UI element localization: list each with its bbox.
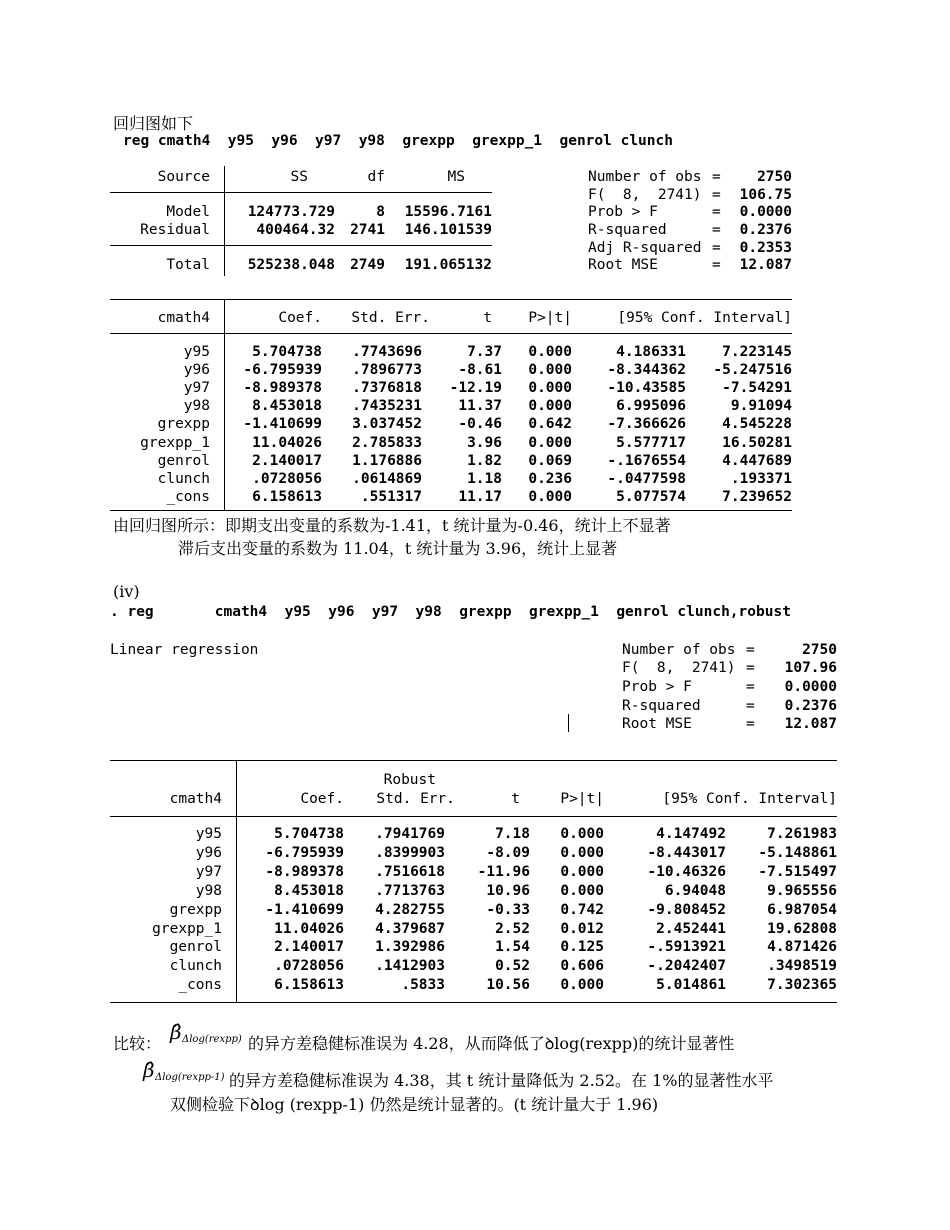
coef1-bottom-rule	[110, 510, 792, 511]
anova-cell: 146.101539	[404, 222, 492, 238]
coef-cell: 0.000	[560, 826, 604, 842]
stat-eq: =	[712, 169, 721, 185]
coef-cell: -.2042407	[647, 958, 726, 975]
coef-cell: 4.282755	[375, 901, 445, 918]
coef-cell: 0.000	[528, 398, 572, 415]
coef-cell: -7.54291	[722, 380, 792, 397]
coef-cell: 4.379687	[375, 920, 445, 937]
coef-cell: .0728056	[252, 470, 322, 487]
coef-cell: 11.04026	[252, 434, 322, 451]
coef-cell: 1.54	[495, 939, 530, 956]
coef-row-label: clunch	[157, 470, 210, 487]
linear-regression-title: Linear regression	[110, 642, 259, 658]
anova-row-label: Total	[166, 257, 210, 273]
coef-cell: -9.808452	[647, 901, 726, 918]
coef-cell: 6.987054	[767, 901, 837, 918]
coef-cell: .7713763	[375, 882, 445, 899]
coef-cell: 5.704738	[274, 826, 344, 842]
stat-label: R-squared	[622, 698, 701, 714]
anova-cell: 191.065132	[404, 257, 492, 273]
compare-text-1: 的异方差稳健标准误为 4.28，从而降低了ꝺlog(rexpp)的统计显著性	[248, 1034, 735, 1053]
coef-cell: 4.186331	[616, 344, 686, 360]
coef-cell: 0.000	[560, 882, 604, 899]
coef-row-label: genrol	[169, 939, 222, 956]
anova-header-ms: MS	[447, 169, 465, 185]
coef-cell: 2.785833	[352, 434, 422, 451]
stat-eq: =	[746, 679, 755, 695]
coef-cell: -10.43585	[607, 380, 686, 397]
coef-row-label: grexpp	[169, 901, 222, 918]
coef-cell: 5.077574	[616, 488, 686, 505]
stat-eq: =	[712, 240, 721, 256]
coef-cell: -12.19	[449, 380, 502, 397]
stat-label: Root MSE	[622, 716, 692, 732]
coef-row-label: y95	[195, 826, 222, 842]
coef-row-label: y96	[195, 844, 222, 861]
coef-cell: .7743696	[352, 344, 422, 360]
stat-label: F( 8, 2741)	[622, 660, 736, 676]
note1-line1: 由回归图所示：即期支出变量的系数为-1.41，t 统计量为-0.46，统计上不显著	[113, 516, 671, 535]
anova-vertical-rule	[224, 166, 225, 276]
coef-cell: 7.223145	[722, 344, 792, 360]
anova-cell: 8	[376, 204, 385, 220]
anova-cell: 124773.729	[247, 204, 335, 220]
stat-value: 0.2376	[739, 222, 792, 238]
coef-row-label: clunch	[169, 958, 222, 975]
coef-cell: 0.000	[528, 434, 572, 451]
coef-row-label: _cons	[166, 488, 210, 505]
coef-cell: 4.447689	[722, 452, 792, 469]
part-label: (iv)	[113, 582, 140, 601]
coef-row-label: y98	[183, 398, 210, 415]
coef1-vertical-rule	[224, 299, 225, 511]
coef-cell: -6.795939	[243, 362, 322, 379]
coef-cell: 16.50281	[722, 434, 792, 451]
anova-row-label: Residual	[140, 222, 210, 238]
stat-value: 0.2353	[739, 240, 792, 256]
stat-value: 2750	[757, 169, 792, 185]
coef-cell: 4.545228	[722, 416, 792, 433]
coef1-header-se: Std. Err.	[351, 310, 430, 326]
coef-cell: -8.989378	[243, 380, 322, 397]
coef-cell: 0.642	[528, 416, 572, 433]
coef-cell: 7.18	[495, 826, 530, 842]
command-line-2: . reg cmath4 y95 y96 y97 y98 grexpp grexpp_1 genrol clunch,robust	[110, 604, 791, 620]
stat-label: R-squared	[588, 222, 667, 238]
coef-cell: 0.000	[560, 844, 604, 861]
coef-cell: .193371	[730, 470, 792, 487]
coef-cell: 0.000	[560, 863, 604, 880]
coef2-header-se: Std. Err.	[376, 791, 455, 807]
coef2-header-coef: Coef.	[300, 791, 344, 807]
coef-cell: -10.46326	[647, 863, 726, 880]
coef-cell: -1.410699	[265, 901, 344, 918]
coef-cell: 3.96	[467, 434, 502, 451]
coef-cell: 0.742	[560, 901, 604, 918]
coef-cell: .0728056	[274, 958, 344, 975]
coef-cell: 1.392986	[375, 939, 445, 956]
coef-cell: 0.069	[528, 452, 572, 469]
coef-cell: 8.453018	[252, 398, 322, 415]
coef-cell: 2.140017	[252, 452, 322, 469]
coef-cell: 10.96	[486, 882, 530, 899]
coef-cell: -8.344362	[607, 362, 686, 379]
coef-cell: -7.366626	[607, 416, 686, 433]
coef-row-label: y95	[183, 344, 210, 360]
coef-cell: 0.000	[528, 344, 572, 360]
coef-cell: 7.239652	[722, 488, 792, 505]
coef-cell: 1.176886	[352, 452, 422, 469]
anova-cell: 2741	[350, 222, 385, 238]
compare-text-3: 双侧检验下ꝺlog (rexpp-1) 仍然是统计显著的。(t 统计量大于 1.96)	[170, 1095, 659, 1114]
coef-cell: -11.96	[477, 863, 530, 880]
anova-divider-total	[110, 245, 492, 246]
coef-cell: -8.61	[458, 362, 502, 379]
anova-header-source: Source	[157, 169, 210, 185]
beta-hat-symbol: β̂	[143, 1058, 155, 1082]
coef-cell: 0.606	[560, 958, 604, 975]
coef2-header-rule	[110, 816, 837, 817]
coef-cell: .7376818	[352, 380, 422, 397]
coef-cell: 5.014861	[656, 977, 726, 994]
stat-value: 0.0000	[784, 679, 837, 695]
coef2-vertical-rule	[236, 760, 237, 1003]
coef2-bottom-rule	[110, 1002, 837, 1003]
coef-cell: 1.82	[467, 452, 502, 469]
coef-cell: .3498519	[767, 958, 837, 975]
coef1-header-var: cmath4	[157, 310, 210, 326]
beta-subscript-2: Δlog(rexpp-1)	[155, 1072, 225, 1083]
coef-cell: -7.515497	[758, 863, 837, 880]
coef-cell: -.5913921	[647, 939, 726, 956]
stat-label: Number of obs	[588, 169, 702, 185]
coef-row-label: _cons	[178, 977, 222, 994]
coef-row-label: grexpp	[157, 416, 210, 433]
coef-row-label: grexpp_1	[140, 434, 210, 451]
coef-cell: 7.37	[467, 344, 502, 360]
note1-line2: 滞后支出变量的系数为 11.04，t 统计量为 3.96，统计上显著	[178, 539, 618, 558]
coef2-header-ci: [95% Conf. Interval]	[662, 791, 837, 807]
coef-cell: 11.04026	[274, 920, 344, 937]
stat-value: 0.2376	[784, 698, 837, 714]
coef-cell: 6.94048	[664, 882, 726, 899]
coef1-header-ci: [95% Conf. Interval]	[617, 310, 792, 326]
coef-cell: .5833	[401, 977, 445, 994]
coef-cell: 0.236	[528, 470, 572, 487]
anova-cell: 400464.32	[256, 222, 335, 238]
stat-label: Number of obs	[622, 642, 736, 658]
cursor-bar	[568, 714, 569, 732]
coef-cell: 9.965556	[767, 882, 837, 899]
coef2-header-var: cmath4	[169, 791, 222, 807]
coef-cell: 11.17	[458, 488, 502, 505]
coef-cell: 0.000	[560, 977, 604, 994]
coef-cell: -0.46	[458, 416, 502, 433]
stat-label: Prob > F	[588, 204, 658, 220]
compare-text-2: 的异方差稳健标准误为 4.38，其 t 统计量降低为 2.52。在 1%的显著性水平	[229, 1071, 774, 1090]
coef-cell: -6.795939	[265, 844, 344, 861]
coef-cell: -1.410699	[243, 416, 322, 433]
coef1-header-rule	[110, 333, 792, 334]
coef-cell: 2.452441	[656, 920, 726, 937]
coef1-header-coef: Coef.	[278, 310, 322, 326]
beta-subscript-1: Δlog(rexpp)	[182, 1034, 242, 1045]
coef-cell: .7516618	[375, 863, 445, 880]
coef-cell: 2.52	[495, 920, 530, 937]
command-line-1: reg cmath4 y95 y96 y97 y98 grexpp grexpp_1 genrol clunch	[123, 133, 673, 149]
coef-cell: 6.995096	[616, 398, 686, 415]
coef-cell: 1.18	[467, 470, 502, 487]
stat-value: 2750	[802, 642, 837, 658]
coef-row-label: grexpp_1	[152, 920, 222, 937]
coef-cell: 7.302365	[767, 977, 837, 994]
coef-cell: -.1676554	[607, 452, 686, 469]
stat-eq: =	[746, 716, 755, 732]
coef-cell: 4.871426	[767, 939, 837, 956]
coef-cell: -0.33	[486, 901, 530, 918]
coef-cell: -5.148861	[758, 844, 837, 861]
anova-cell: 525238.048	[247, 257, 335, 273]
stat-value: 12.087	[739, 257, 792, 273]
coef-cell: 0.012	[560, 920, 604, 937]
coef-cell: 8.453018	[274, 882, 344, 899]
coef-row-label: y96	[183, 362, 210, 379]
stat-eq: =	[746, 660, 755, 676]
coef1-header-t: t	[483, 310, 492, 326]
coef-cell: -8.989378	[265, 863, 344, 880]
coef-cell: .7896773	[352, 362, 422, 379]
coef-cell: -8.443017	[647, 844, 726, 861]
coef-cell: 19.62808	[767, 920, 837, 937]
coef-cell: .0614869	[352, 470, 422, 487]
coef-cell: 11.37	[458, 398, 502, 415]
coef-cell: .551317	[360, 488, 422, 505]
stat-label: F( 8, 2741)	[588, 187, 702, 203]
stat-label: Root MSE	[588, 257, 658, 273]
stat-eq: =	[712, 257, 721, 273]
anova-cell: 2749	[350, 257, 385, 273]
coef-cell: 6.158613	[252, 488, 322, 505]
coef-cell: 6.158613	[274, 977, 344, 994]
beta-hat-symbol: β̂	[170, 1020, 182, 1044]
stat-label: Prob > F	[622, 679, 692, 695]
stat-value: 0.0000	[739, 204, 792, 220]
coef-cell: -.0477598	[607, 470, 686, 487]
coef-cell: -5.247516	[713, 362, 792, 379]
coef-cell: -8.09	[486, 844, 530, 861]
coef-cell: 9.91094	[730, 398, 792, 415]
coef-cell: 0.000	[528, 362, 572, 379]
coef-cell: 5.704738	[252, 344, 322, 360]
coef-cell: .7435231	[352, 398, 422, 415]
stat-eq: =	[712, 222, 721, 238]
coef-cell: 2.140017	[274, 939, 344, 956]
coef-cell: .7941769	[375, 826, 445, 842]
compare-label: 比较：	[113, 1034, 162, 1053]
coef-cell: 4.147492	[656, 826, 726, 842]
stat-eq: =	[746, 642, 755, 658]
coef-cell: 0.000	[528, 380, 572, 397]
anova-divider-top	[110, 192, 492, 193]
anova-header-df: df	[367, 169, 385, 185]
stat-label: Adj R-squared	[588, 240, 702, 256]
coef-cell: 5.577717	[616, 434, 686, 451]
intro-text: 回归图如下	[113, 114, 194, 133]
coef-cell: .8399903	[375, 844, 445, 861]
coef-cell: 7.261983	[767, 826, 837, 842]
stat-value: 107.96	[784, 660, 837, 676]
coef-cell: 3.037452	[352, 416, 422, 433]
anova-cell: 15596.7161	[404, 204, 492, 220]
coef1-top-rule	[110, 299, 792, 300]
coef-cell: 0.000	[528, 488, 572, 505]
anova-header-ss: SS	[290, 169, 308, 185]
stat-eq: =	[712, 187, 721, 203]
stat-value: 106.75	[739, 187, 792, 203]
coef2-header-p: P>|t|	[560, 791, 604, 807]
coef2-header-t: t	[511, 791, 520, 807]
coef-cell: .1412903	[375, 958, 445, 975]
coef1-header-p: P>|t|	[528, 310, 572, 326]
coef-cell: 0.52	[495, 958, 530, 975]
coef-row-label: y97	[195, 863, 222, 880]
coef-row-label: y97	[183, 380, 210, 397]
coef-row-label: genrol	[157, 452, 210, 469]
anova-row-label: Model	[166, 204, 210, 220]
coef-row-label: y98	[195, 882, 222, 899]
stat-value: 12.087	[784, 716, 837, 732]
coef-cell: 0.125	[560, 939, 604, 956]
coef-cell: 10.56	[486, 977, 530, 994]
coef2-top-rule	[110, 760, 837, 761]
stat-eq: =	[712, 204, 721, 220]
stat-eq: =	[746, 698, 755, 714]
coef2-header-robust: Robust	[383, 772, 436, 788]
